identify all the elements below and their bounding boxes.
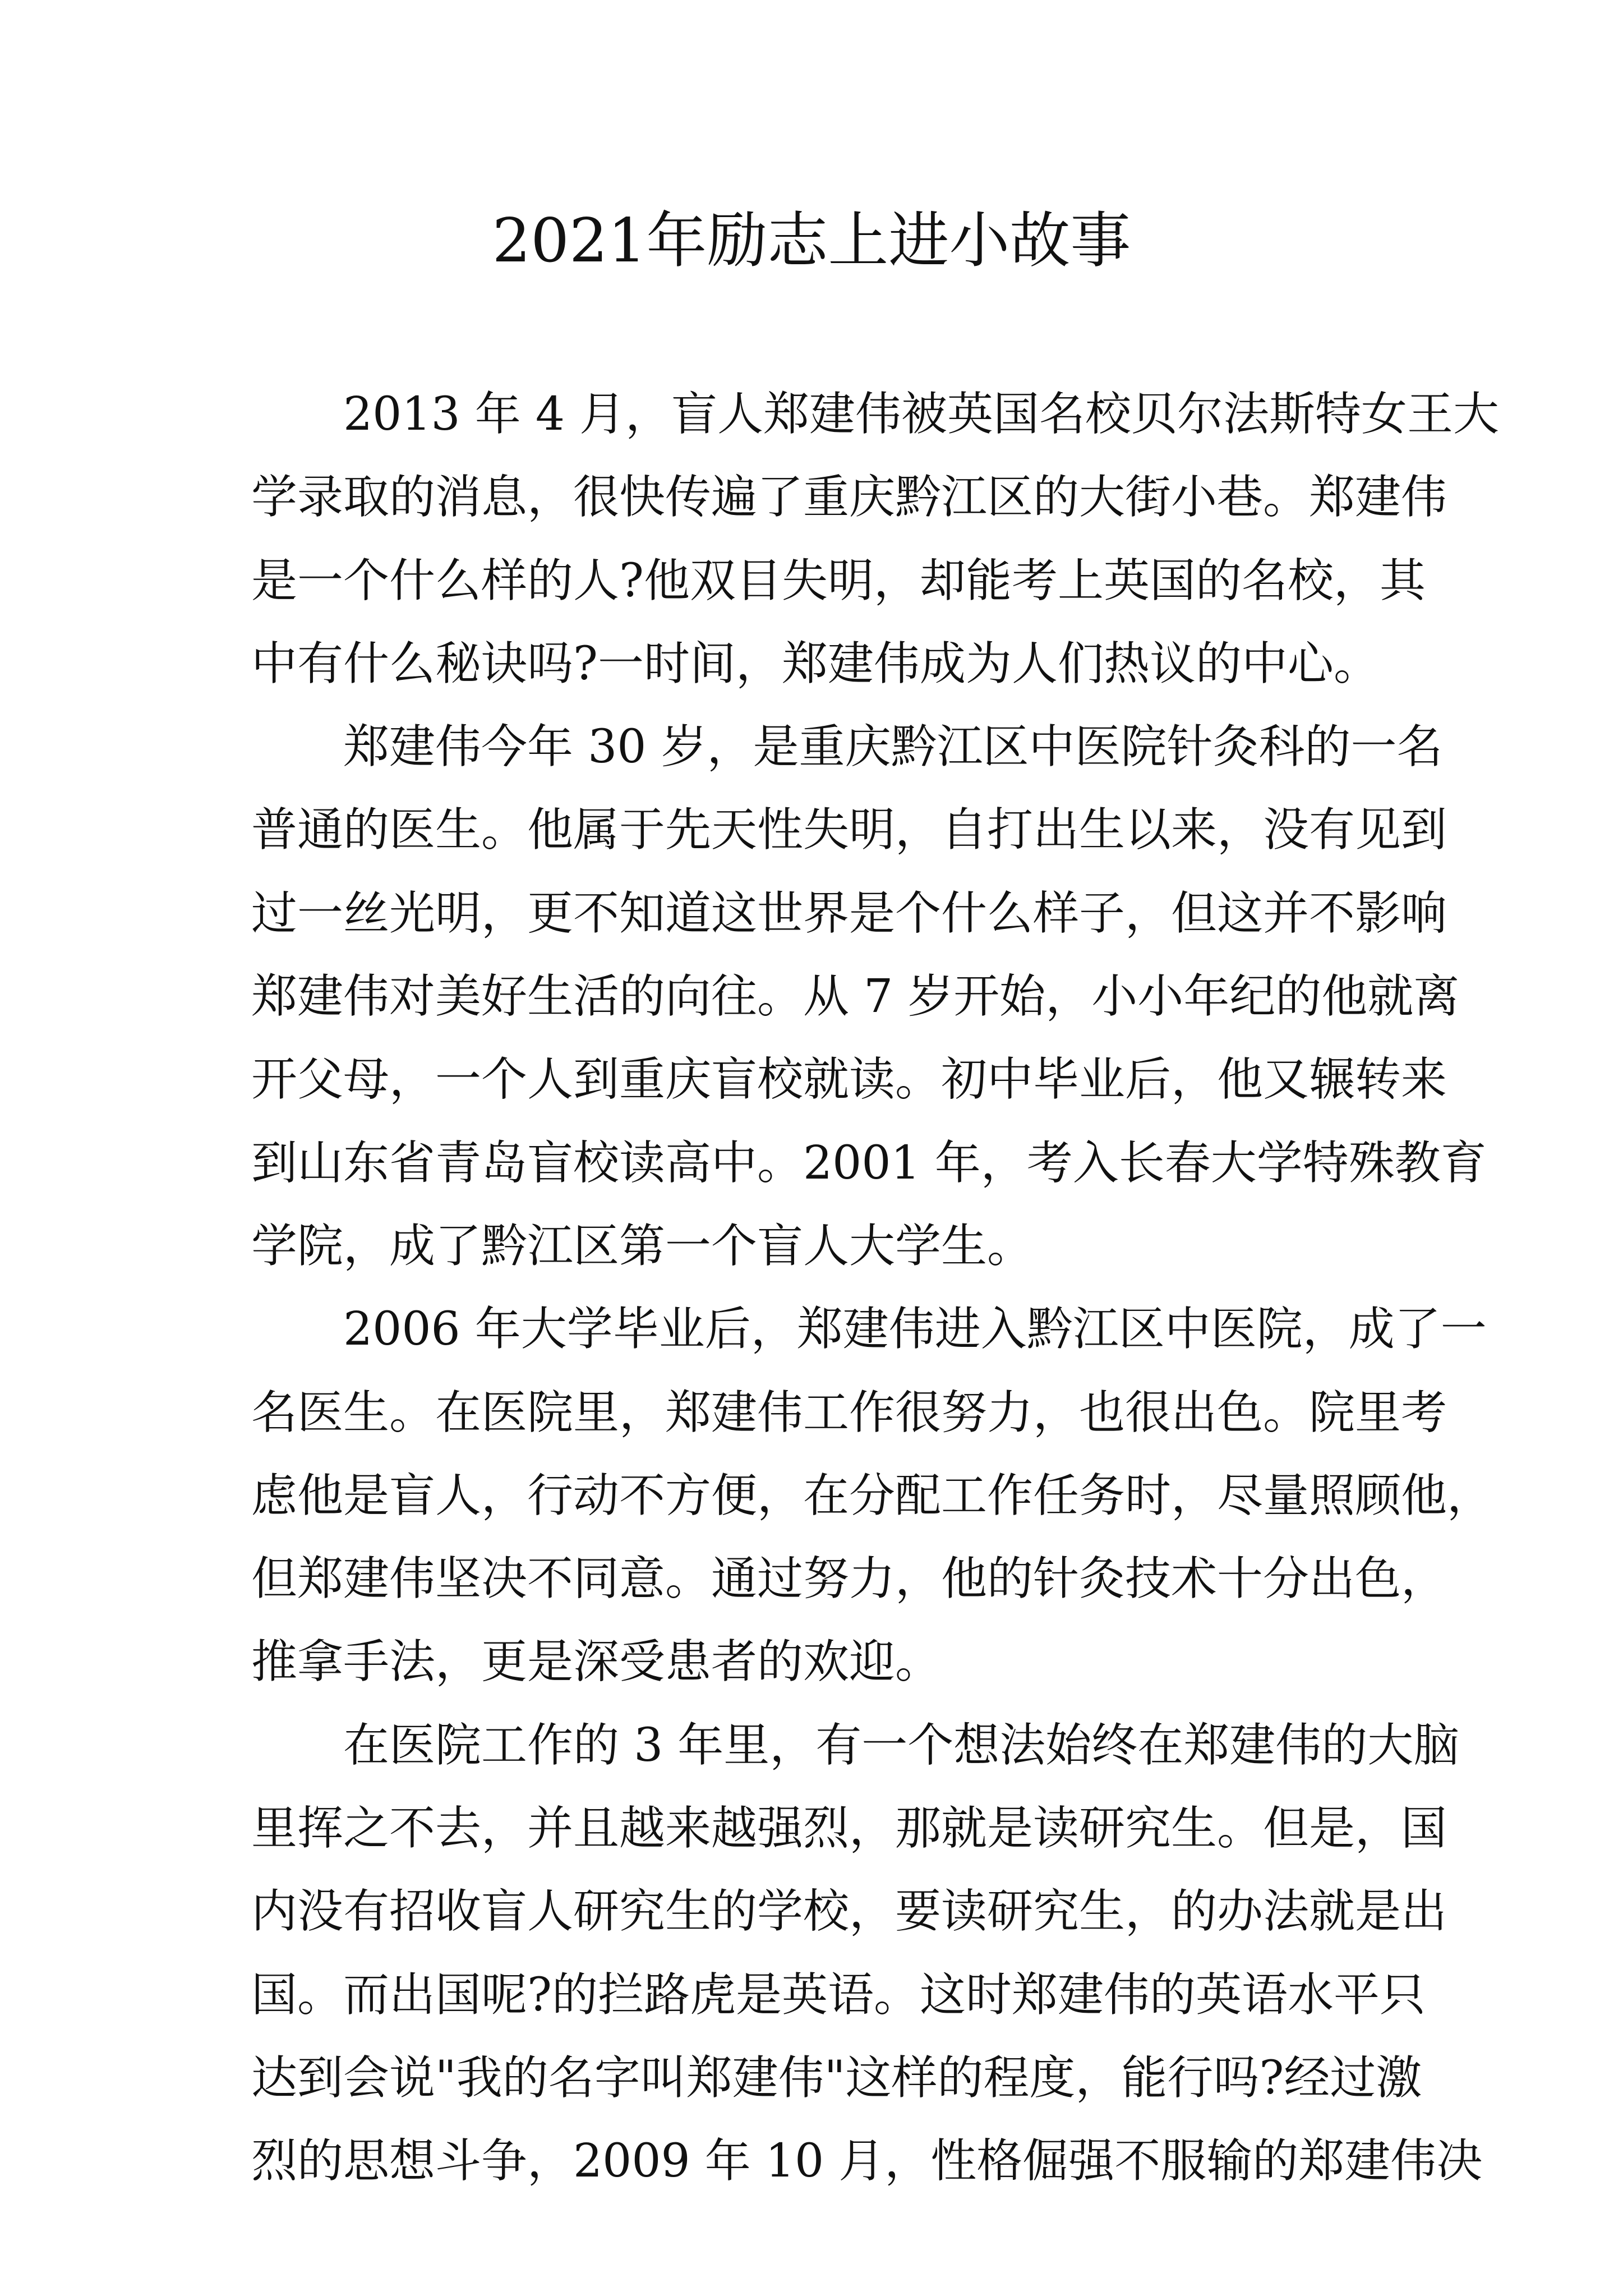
text-line: 学院，成了黔江区第一个盲人大学生。 (251, 1219, 1034, 1273)
text-line: 2006 年大学毕业后，郑建伟进入黔江区中医院，成了一 (343, 1303, 1487, 1356)
text-line: 郑建伟对美好生活的向往。从 7 岁开始，小小年纪的他就离 (251, 970, 1460, 1024)
text-line: 到山东省青岛盲校读高中。2001 年，考入长春大学特殊教育 (251, 1136, 1487, 1190)
text-line: 推拿手法，更是深受患者的欢迎。 (251, 1635, 942, 1689)
text-line: 烈的思想斗争，2009 年 10 月，性格倔强不服输的郑建伟决 (251, 2134, 1483, 2188)
text-line: 名医生。在医院里，郑建伟工作很努力，也很出色。院里考 (251, 1386, 1447, 1439)
text-line: 但郑建伟坚决不同意。通过努力，他的针灸技术十分出色， (251, 1552, 1447, 1606)
text-line: 2013 年 4 月，盲人郑建伟被英国名校贝尔法斯特女王大 (343, 388, 1500, 441)
paragraph-1 (251, 373, 1500, 706)
document-body (251, 373, 1500, 2203)
paragraph-3 (251, 1288, 1493, 1704)
text-line: 郑建伟今年 30 岁，是重庆黔江区中医院针灸科的一名 (343, 720, 1443, 774)
text-line: 是一个什么样的人?他双目失明，却能考上英国的名校，其 (251, 554, 1426, 608)
document-title: 2021年励志上进小故事 (492, 206, 1131, 276)
text-line: 开父母，一个人到重庆盲校就读。初中毕业后，他又辗转来 (251, 1053, 1447, 1107)
text-line: 在医院工作的 3 年里，有一个想法始终在郑建伟的大脑 (343, 1718, 1460, 1772)
text-line: 里挥之不去，并且越来越强烈，那就是读研究生。但是，国 (251, 1802, 1447, 1856)
text-line: 虑他是盲人，行动不方便，在分配工作任务时，尽量照顾他， (251, 1469, 1493, 1522)
text-line: 国。而出国呢?的拦路虎是英语。这时郑建伟的英语水平只 (251, 1968, 1426, 2022)
text-line: 普通的医生。他属于先天性失明，自打出生以来，没有见到 (251, 803, 1447, 857)
text-line: 达到会说"我的名字叫郑建伟"这样的程度，能行吗?经过激 (251, 2051, 1422, 2105)
text-line: 学录取的消息，很快传遍了重庆黔江区的大街小巷。郑建伟 (251, 471, 1447, 524)
paragraph-2 (251, 706, 1487, 1288)
paragraph-4 (251, 1704, 1483, 2203)
text-line: 过一丝光明，更不知道这世界是个什么样子，但这并不影响 (251, 886, 1447, 940)
text-line: 内没有招收盲人研究生的学校，要读研究生，的办法就是出 (251, 1885, 1447, 1939)
text-line: 中有什么秘诀吗?一时间，郑建伟成为人们热议的中心。 (251, 637, 1380, 691)
